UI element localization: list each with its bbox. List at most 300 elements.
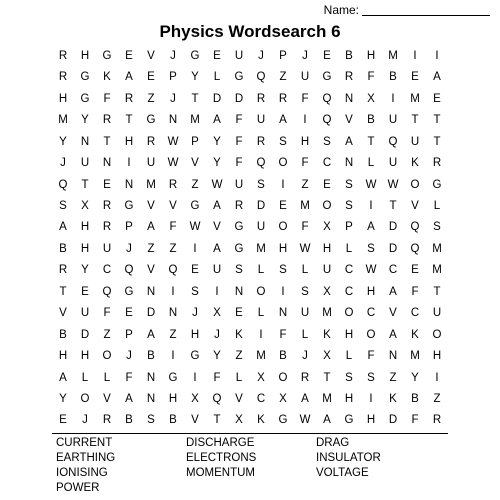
- grid-letter: G: [432, 178, 442, 191]
- grid-letter: L: [301, 328, 309, 341]
- grid-letter: I: [281, 285, 285, 298]
- grid-letter: Q: [256, 157, 266, 170]
- grid-letter: H: [190, 328, 200, 341]
- grid-letter: V: [103, 392, 111, 405]
- grid-letter: X: [367, 92, 375, 105]
- grid-letter: I: [259, 328, 263, 341]
- grid-letter: J: [170, 92, 176, 105]
- grid-letter: H: [366, 414, 376, 427]
- grid-letter: S: [323, 135, 331, 148]
- grid-letter: R: [124, 92, 134, 105]
- grid-letter: S: [367, 242, 375, 255]
- grid-letter: Q: [58, 178, 68, 191]
- grid-letter: Y: [213, 350, 221, 363]
- grid-letter: L: [367, 157, 375, 170]
- grid-letter: A: [301, 392, 309, 405]
- grid-letter: Q: [212, 392, 222, 405]
- word-list-item: VOLTAGE: [316, 467, 369, 479]
- grid-letter: N: [388, 350, 398, 363]
- grid-letter: L: [345, 350, 353, 363]
- grid-letter: Y: [411, 371, 419, 384]
- grid-letter: E: [279, 200, 287, 213]
- grid-letter: H: [366, 285, 376, 298]
- grid-letter: H: [58, 350, 68, 363]
- grid-letter: Z: [169, 242, 177, 255]
- grid-letter: A: [147, 328, 155, 341]
- grid-letter: E: [147, 71, 155, 84]
- letter-grid: [52, 46, 448, 432]
- grid-letter: O: [432, 328, 442, 341]
- grid-letter: R: [432, 414, 442, 427]
- grid-letter: G: [168, 371, 178, 384]
- grid-letter: E: [103, 178, 111, 191]
- grid-letter: R: [432, 157, 442, 170]
- grid-letter: D: [234, 92, 244, 105]
- grid-letter: B: [389, 71, 397, 84]
- grid-letter: J: [302, 350, 308, 363]
- grid-letter: D: [388, 221, 398, 234]
- grid-letter: H: [366, 49, 376, 62]
- name-label: Name:: [323, 3, 359, 17]
- grid-letter: F: [279, 328, 287, 341]
- grid-letter: Q: [388, 135, 398, 148]
- grid-letter: B: [367, 114, 375, 127]
- grid-letter: C: [344, 264, 354, 277]
- grid-letter: I: [369, 392, 373, 405]
- grid-letter: Z: [169, 328, 177, 341]
- grid-letter: B: [279, 350, 287, 363]
- grid-letter: V: [213, 221, 221, 234]
- grid-letter: U: [234, 178, 244, 191]
- grid-letter: U: [146, 157, 156, 170]
- grid-letter: G: [190, 350, 200, 363]
- grid-letter: R: [58, 71, 68, 84]
- grid-letter: H: [278, 242, 288, 255]
- grid-letter: A: [213, 200, 221, 213]
- grid-letter: O: [256, 285, 266, 298]
- grid-letter: G: [278, 414, 288, 427]
- grid-letter: B: [169, 414, 177, 427]
- grid-letter: S: [191, 285, 199, 298]
- grid-letter: P: [125, 328, 133, 341]
- grid-letter: T: [81, 178, 89, 191]
- grid-letter: N: [146, 371, 156, 384]
- grid-letter: E: [411, 264, 419, 277]
- grid-letter: W: [167, 157, 179, 170]
- grid-letter: L: [257, 307, 265, 320]
- grid-letter: N: [168, 114, 178, 127]
- word-list-item: INSULATOR: [316, 452, 381, 464]
- grid-letter: T: [367, 135, 375, 148]
- word-list: [56, 436, 446, 496]
- grid-letter: U: [212, 264, 222, 277]
- grid-letter: Y: [81, 264, 89, 277]
- grid-letter: X: [323, 221, 331, 234]
- grid-letter: A: [125, 71, 133, 84]
- grid-letter: L: [235, 371, 243, 384]
- grid-letter: F: [169, 221, 177, 234]
- grid-letter: Q: [102, 285, 112, 298]
- grid-letter: S: [345, 371, 353, 384]
- grid-letter: K: [323, 328, 331, 341]
- grid-letter: O: [278, 157, 288, 170]
- grid-letter: M: [256, 350, 266, 363]
- grid-letter: F: [103, 307, 111, 320]
- grid-letter: F: [301, 92, 309, 105]
- grid-letter: H: [80, 350, 90, 363]
- grid-letter: I: [413, 49, 417, 62]
- grid-letter: K: [411, 328, 419, 341]
- grid-letter: V: [169, 200, 177, 213]
- grid-letter: R: [102, 200, 112, 213]
- grid-letter: I: [193, 371, 197, 384]
- grid-letter: R: [168, 178, 178, 191]
- grid-letter: V: [147, 264, 155, 277]
- page-title: Physics Wordsearch 6: [159, 22, 341, 41]
- grid-letter: X: [257, 371, 265, 384]
- grid-letter: P: [125, 221, 133, 234]
- grid-letter: E: [323, 49, 331, 62]
- grid-letter: T: [59, 285, 67, 298]
- grid-letter: O: [80, 392, 90, 405]
- grid-letter: G: [80, 92, 90, 105]
- word-list-item: IONISING: [56, 467, 108, 479]
- grid-letter: Z: [279, 71, 287, 84]
- grid-letter: J: [126, 350, 132, 363]
- grid-letter: U: [388, 157, 398, 170]
- grid-letter: A: [279, 114, 287, 127]
- grid-letter: T: [433, 285, 441, 298]
- grid-letter: J: [214, 328, 220, 341]
- grid-letter: G: [124, 285, 134, 298]
- grid-letter: F: [411, 285, 419, 298]
- grid-letter: I: [435, 49, 439, 62]
- grid-letter: M: [146, 178, 156, 191]
- grid-letter: U: [388, 114, 398, 127]
- grid-letter: M: [58, 114, 68, 127]
- grid-letter: M: [388, 49, 398, 62]
- grid-letter: S: [367, 371, 375, 384]
- name-field: [324, 0, 490, 16]
- grid-letter: K: [103, 71, 111, 84]
- grid-letter: F: [235, 135, 243, 148]
- grid-letter: M: [432, 242, 442, 255]
- grid-letter: D: [256, 200, 266, 213]
- grid-letter: X: [81, 200, 89, 213]
- grid-letter: J: [126, 242, 132, 255]
- grid-letter: A: [367, 221, 375, 234]
- grid-letter: O: [102, 350, 112, 363]
- grid-letter: N: [80, 135, 90, 148]
- grid-letter: N: [344, 92, 354, 105]
- grid-letter: Q: [410, 221, 420, 234]
- grid-letter: J: [192, 307, 198, 320]
- grid-letter: A: [213, 114, 221, 127]
- grid-letter: U: [410, 135, 420, 148]
- grid-letter: E: [433, 92, 441, 105]
- name-underline[interactable]: [362, 3, 490, 16]
- grid-letter: H: [168, 392, 178, 405]
- grid-letter: G: [190, 49, 200, 62]
- grid-letter: Z: [191, 178, 199, 191]
- grid-letter: Z: [235, 350, 243, 363]
- grid-letter: Z: [301, 178, 309, 191]
- grid-letter: C: [366, 307, 376, 320]
- grid-letter: E: [125, 49, 133, 62]
- grid-letter: N: [278, 307, 288, 320]
- grid-letter: F: [367, 350, 375, 363]
- grid-letter: H: [322, 242, 332, 255]
- grid-letter: Y: [191, 71, 199, 84]
- grid-letter: A: [389, 328, 397, 341]
- grid-letter: N: [344, 157, 354, 170]
- grid-letter: G: [234, 221, 244, 234]
- grid-letter: P: [279, 49, 287, 62]
- grid-letter: H: [80, 49, 90, 62]
- grid-letter: R: [102, 414, 112, 427]
- grid-letter: H: [432, 350, 442, 363]
- grid-letter: U: [102, 242, 112, 255]
- grid-letter: D: [388, 414, 398, 427]
- grid-letter: Q: [256, 71, 266, 84]
- grid-letter: A: [345, 135, 353, 148]
- grid-letter: J: [302, 49, 308, 62]
- word-list-item: EARTHING: [56, 452, 116, 464]
- grid-letter: W: [167, 135, 179, 148]
- grid-letter: G: [80, 71, 90, 84]
- word-list-item: DRAG: [316, 437, 350, 449]
- grid-letter: U: [432, 307, 442, 320]
- grid-letter: N: [146, 392, 156, 405]
- grid-letter: Q: [322, 92, 332, 105]
- grid-letter: V: [147, 49, 155, 62]
- grid-letter: R: [58, 49, 68, 62]
- grid-letter: L: [301, 264, 309, 277]
- grid-letter: Q: [124, 264, 134, 277]
- grid-letter: R: [146, 135, 156, 148]
- grid-letter: V: [191, 157, 199, 170]
- grid-letter: N: [146, 285, 156, 298]
- grid-letter: J: [258, 49, 264, 62]
- grid-letter: I: [193, 242, 197, 255]
- grid-letter: X: [279, 392, 287, 405]
- grid-letter: O: [410, 178, 420, 191]
- grid-letter: X: [323, 285, 331, 298]
- grid-letter: A: [213, 242, 221, 255]
- grid-letter: A: [433, 71, 441, 84]
- grid-letter: I: [127, 157, 131, 170]
- grid-letter: T: [433, 114, 441, 127]
- grid-letter: Y: [213, 135, 221, 148]
- grid-letter: G: [190, 200, 200, 213]
- grid-letter: T: [213, 414, 221, 427]
- grid-letter: O: [366, 328, 376, 341]
- grid-letter: G: [322, 71, 332, 84]
- grid-letter: K: [389, 392, 397, 405]
- grid-letter: R: [58, 264, 68, 277]
- grid-letter: L: [433, 200, 441, 213]
- grid-letter: Z: [433, 392, 441, 405]
- grid-letter: B: [59, 328, 67, 341]
- word-list-item: DISCHARGE: [186, 437, 255, 449]
- grid-letter: R: [278, 92, 288, 105]
- grid-letter: W: [365, 264, 377, 277]
- grid-letter: Q: [322, 114, 332, 127]
- grid-letter: Z: [389, 371, 397, 384]
- grid-letter: Z: [147, 242, 155, 255]
- grid-letter: F: [367, 71, 375, 84]
- grid-letter: G: [124, 200, 134, 213]
- grid-letter: H: [344, 392, 354, 405]
- grid-letter: Y: [59, 135, 67, 148]
- grid-letter: B: [411, 392, 419, 405]
- grid-letter: A: [389, 285, 397, 298]
- grid-letter: I: [215, 285, 219, 298]
- grid-letter: P: [169, 71, 177, 84]
- grid-letter: S: [433, 221, 441, 234]
- grid-letter: L: [213, 71, 221, 84]
- grid-letter: C: [322, 157, 332, 170]
- grid-letter: V: [235, 392, 243, 405]
- grid-letter: S: [301, 285, 309, 298]
- grid-letter: S: [345, 200, 353, 213]
- grid-letter: W: [299, 242, 311, 255]
- grid-letter: F: [125, 371, 133, 384]
- grid-letter: S: [59, 200, 67, 213]
- grid-letter: X: [191, 392, 199, 405]
- grid-letter: C: [102, 264, 112, 277]
- grid-letter: K: [257, 414, 265, 427]
- grid-letter: E: [411, 71, 419, 84]
- grid-letter: C: [410, 307, 420, 320]
- grid-letter: U: [80, 157, 90, 170]
- grid-letter: Y: [213, 157, 221, 170]
- grid-letter: F: [213, 371, 221, 384]
- grid-letter: T: [433, 135, 441, 148]
- grid-letter: O: [278, 371, 288, 384]
- grid-letter: I: [303, 114, 307, 127]
- grid-letter: V: [191, 414, 199, 427]
- grid-letter: D: [212, 92, 222, 105]
- word-list-item: CURRENT: [56, 437, 113, 449]
- grid-letter: W: [299, 414, 311, 427]
- grid-letter: U: [300, 71, 310, 84]
- grid-letter: D: [388, 242, 398, 255]
- grid-letter: H: [80, 242, 90, 255]
- grid-letter: T: [389, 200, 397, 213]
- divider: [52, 433, 448, 434]
- grid-letter: T: [125, 114, 133, 127]
- grid-letter: A: [147, 221, 155, 234]
- grid-letter: W: [365, 178, 377, 191]
- grid-letter: Z: [147, 92, 155, 105]
- grid-letter: I: [171, 350, 175, 363]
- grid-letter: S: [147, 414, 155, 427]
- grid-letter: H: [124, 135, 134, 148]
- grid-letter: L: [345, 242, 353, 255]
- grid-letter: J: [60, 157, 66, 170]
- grid-letter: L: [103, 371, 111, 384]
- grid-letter: A: [125, 392, 133, 405]
- grid-letter: E: [191, 264, 199, 277]
- grid-letter: F: [103, 92, 111, 105]
- grid-letter: M: [256, 242, 266, 255]
- grid-letter: U: [300, 307, 310, 320]
- grid-letter: S: [279, 135, 287, 148]
- grid-letter: R: [102, 221, 112, 234]
- grid-letter: E: [59, 414, 67, 427]
- grid-letter: I: [369, 200, 373, 213]
- grid-letter: F: [235, 157, 243, 170]
- grid-letter: B: [345, 49, 353, 62]
- grid-letter: G: [234, 71, 244, 84]
- grid-letter: R: [256, 92, 266, 105]
- grid-letter: I: [281, 178, 285, 191]
- grid-letter: B: [125, 414, 133, 427]
- grid-letter: L: [257, 264, 265, 277]
- grid-letter: V: [389, 307, 397, 320]
- grid-letter: E: [213, 49, 221, 62]
- grid-letter: H: [80, 221, 90, 234]
- grid-letter: W: [189, 221, 201, 234]
- grid-letter: U: [80, 307, 90, 320]
- grid-letter: Q: [410, 242, 420, 255]
- grid-letter: G: [234, 242, 244, 255]
- grid-letter: D: [146, 307, 156, 320]
- grid-letter: C: [388, 264, 398, 277]
- grid-letter: G: [344, 414, 354, 427]
- grid-letter: M: [410, 350, 420, 363]
- grid-letter: D: [80, 328, 90, 341]
- grid-letter: R: [344, 71, 354, 84]
- word-list-item: POWER: [56, 482, 100, 494]
- grid-letter: G: [102, 49, 112, 62]
- grid-letter: R: [300, 371, 310, 384]
- grid-letter: M: [410, 92, 420, 105]
- grid-letter: R: [102, 114, 112, 127]
- grid-letter: X: [235, 414, 243, 427]
- grid-letter: Y: [59, 392, 67, 405]
- word-list-item: MOMENTUM: [186, 467, 255, 479]
- grid-letter: N: [168, 307, 178, 320]
- grid-letter: I: [391, 92, 395, 105]
- grid-letter: N: [102, 157, 112, 170]
- grid-letter: Z: [103, 328, 111, 341]
- grid-letter: E: [235, 307, 243, 320]
- grid-letter: T: [411, 114, 419, 127]
- grid-letter: K: [235, 328, 243, 341]
- grid-letter: O: [344, 307, 354, 320]
- grid-letter: S: [279, 264, 287, 277]
- grid-letter: N: [124, 178, 134, 191]
- grid-letter: F: [301, 221, 309, 234]
- grid-letter: E: [125, 307, 133, 320]
- grid-letter: C: [256, 392, 266, 405]
- grid-letter: T: [191, 92, 199, 105]
- grid-letter: W: [387, 178, 399, 191]
- grid-letter: V: [411, 200, 419, 213]
- grid-letter: T: [103, 135, 111, 148]
- grid-letter: U: [256, 114, 266, 127]
- grid-letter: E: [81, 285, 89, 298]
- grid-letter: A: [323, 414, 331, 427]
- grid-letter: M: [300, 200, 310, 213]
- grid-letter: V: [147, 200, 155, 213]
- grid-letter: S: [235, 264, 243, 277]
- grid-letter: H: [344, 328, 354, 341]
- grid-letter: P: [345, 221, 353, 234]
- grid-letter: A: [59, 221, 67, 234]
